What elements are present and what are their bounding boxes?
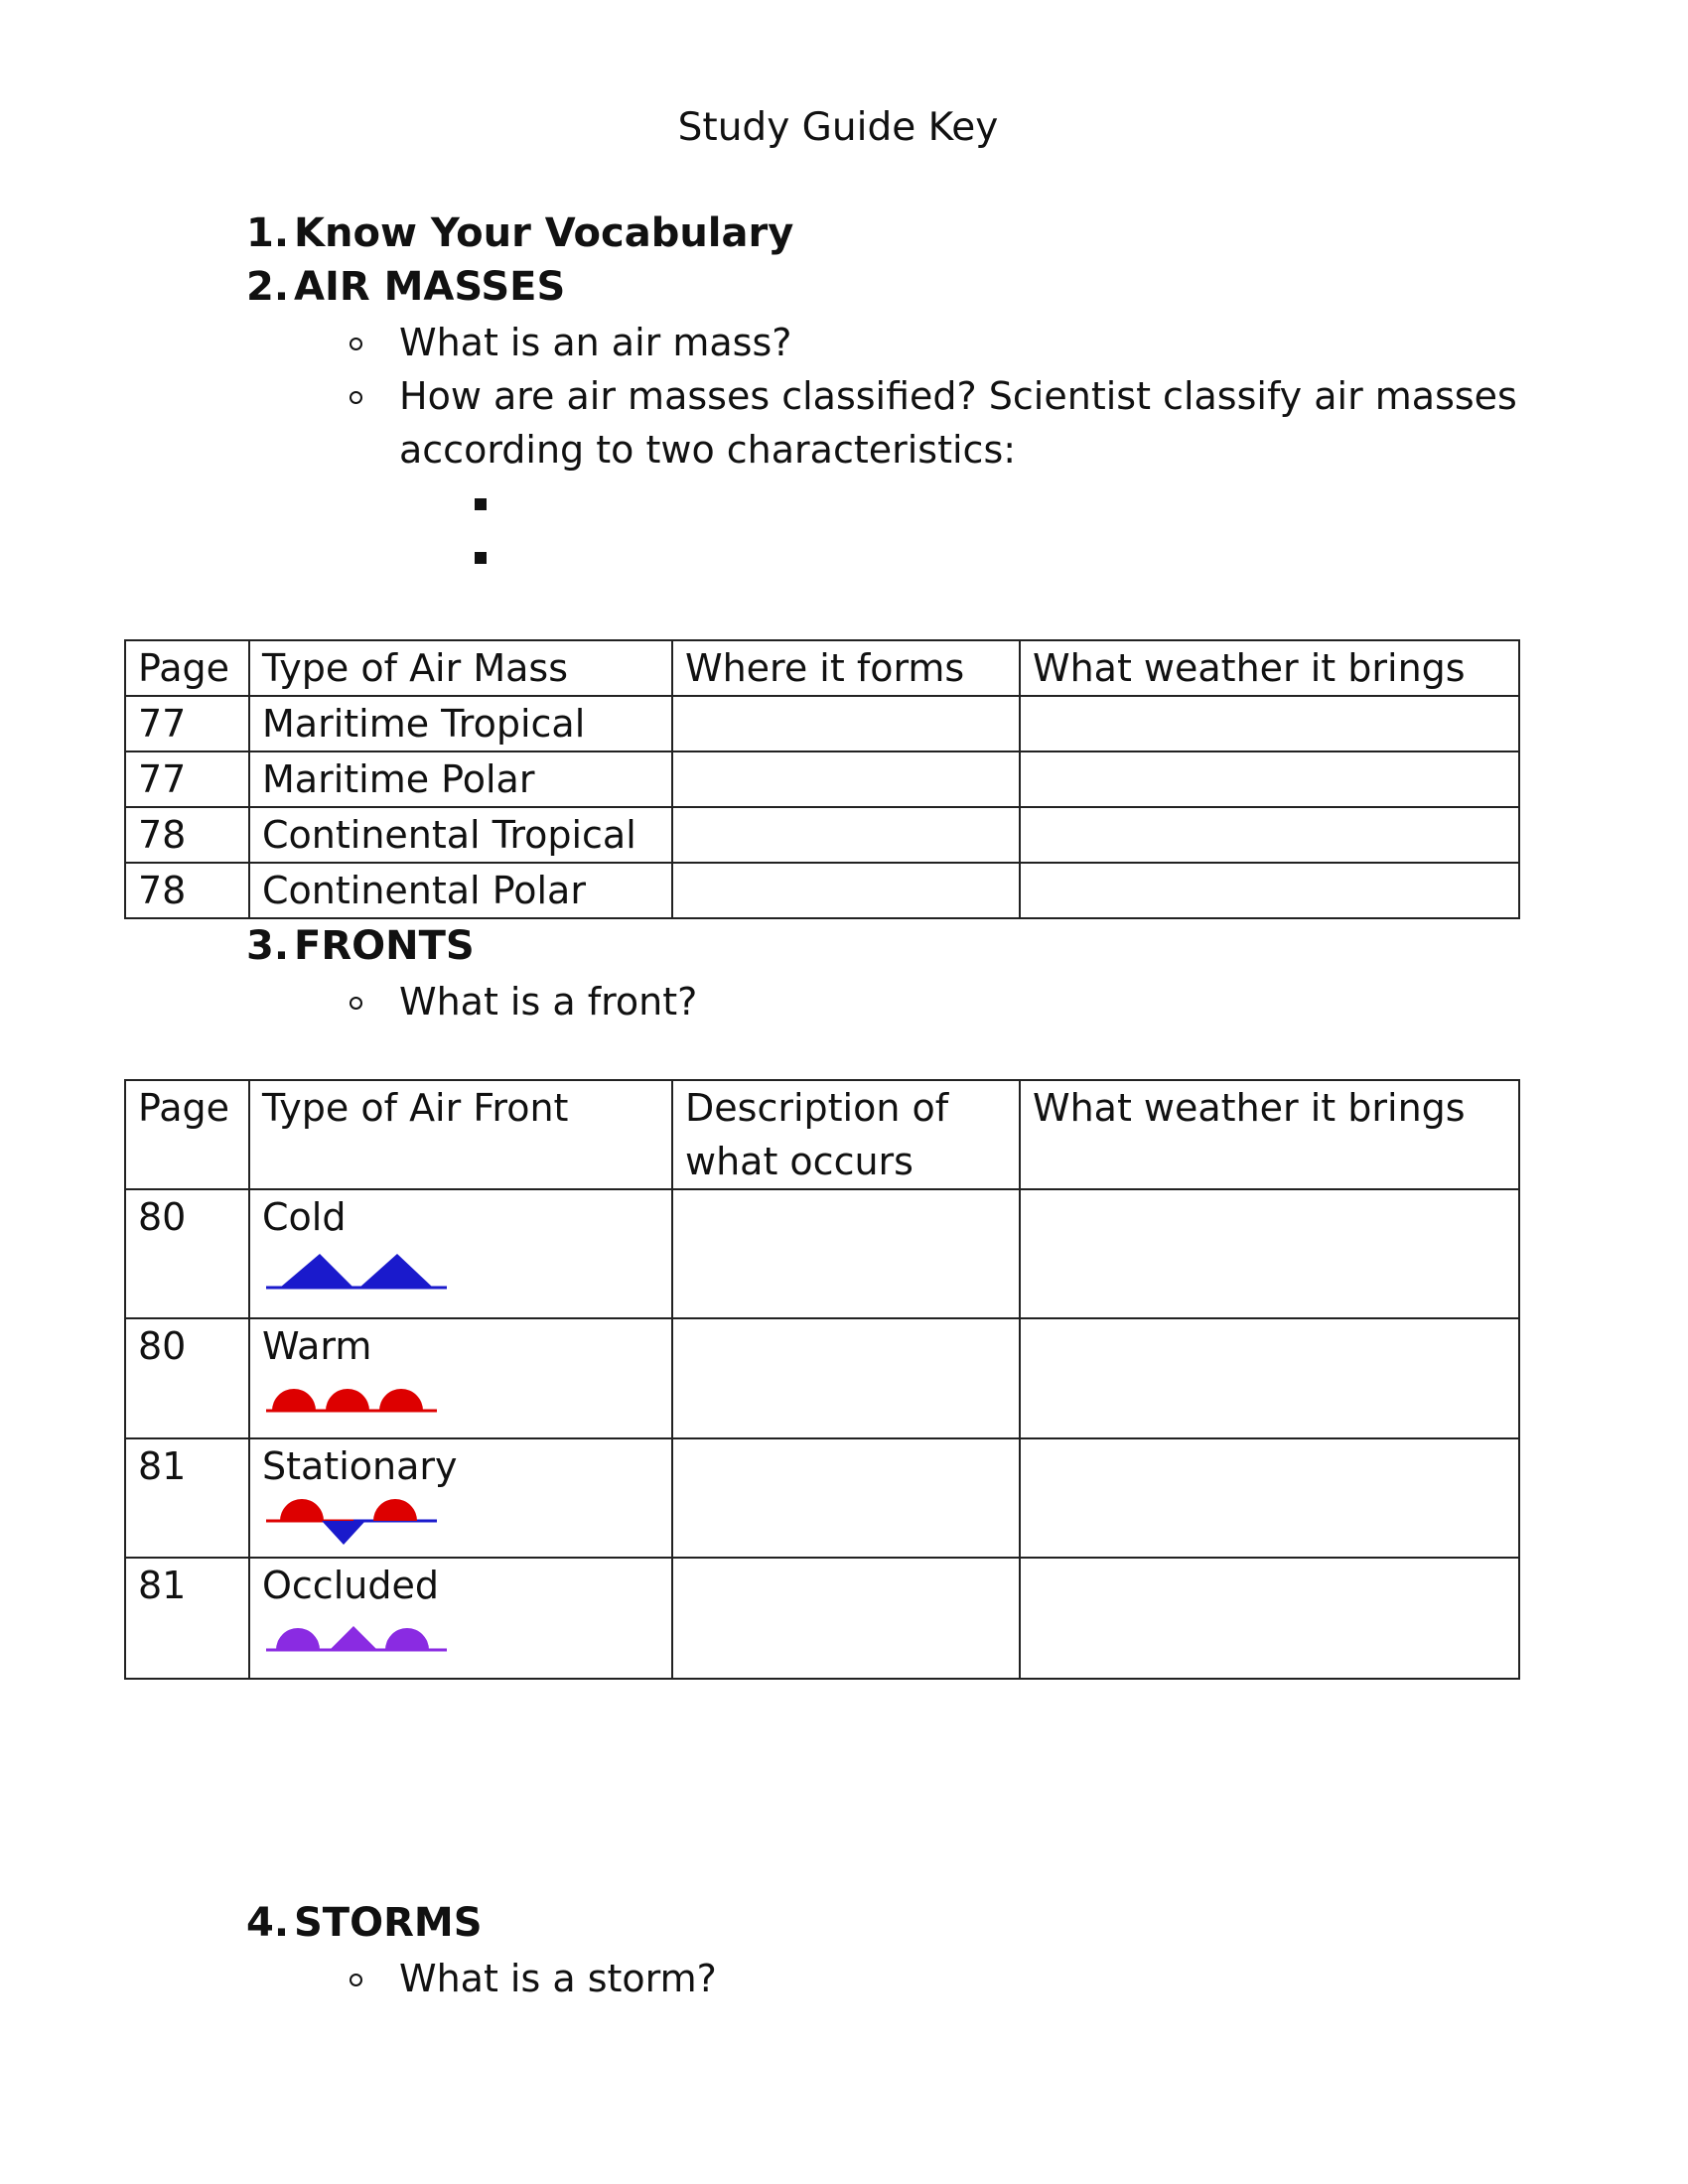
section-3-heading [246, 919, 475, 973]
bullet-circle-icon [350, 338, 362, 350]
page-cell: 81 [125, 1558, 249, 1679]
bullet-square-icon [475, 552, 487, 564]
type-cell [249, 1189, 672, 1318]
header-type-of-air-front: Type of Air Front [249, 1080, 672, 1189]
weather-cell [1020, 751, 1519, 807]
description-cell [672, 1318, 1020, 1438]
weather-cell [1020, 807, 1519, 863]
warm-front-icon [262, 1377, 441, 1417]
question-classification-line-2: according to two characteristics: [399, 428, 1017, 472]
page-cell: 77 [125, 751, 249, 807]
type-cell: Continental Tropical [249, 807, 672, 863]
weather-cell [1020, 1318, 1519, 1438]
question-classification-line-1: How are air masses classified? Scientist classify air masses [399, 374, 1517, 418]
question-storm: What is a storm? [399, 1957, 717, 2000]
weather-cell [1020, 1558, 1519, 1679]
section-4-heading [246, 1896, 483, 1950]
section-1-heading [246, 206, 793, 260]
where-cell [672, 807, 1020, 863]
section-2-heading [246, 260, 565, 314]
front-table [124, 1079, 1520, 1680]
bullet-circle-icon [350, 391, 362, 404]
header-weather: What weather it brings [1020, 640, 1519, 696]
weather-cell [1020, 1189, 1519, 1318]
bullet-circle-icon [350, 1974, 362, 1986]
bullet-square-icon [475, 498, 487, 510]
table-row [125, 1318, 1519, 1438]
weather-cell [1020, 696, 1519, 751]
table-row [125, 1189, 1519, 1318]
stationary-front-icon [262, 1497, 441, 1549]
section-4-title: STORMS [294, 1900, 483, 1946]
header-type-of-air-mass: Type of Air Mass [249, 640, 672, 696]
question-air-mass: What is an air mass? [399, 321, 792, 364]
front-type-label: Cold [262, 1195, 347, 1239]
type-cell [249, 1438, 672, 1558]
table-row [125, 696, 1519, 751]
where-cell [672, 696, 1020, 751]
section-3-number: 3. [246, 923, 290, 969]
page-title [0, 101, 1688, 155]
description-cell [672, 1438, 1020, 1558]
front-type-label: Occluded [262, 1564, 439, 1607]
cold-front-icon [262, 1248, 451, 1292]
table-row [125, 1438, 1519, 1558]
header-weather: What weather it brings [1020, 1080, 1519, 1189]
weather-cell [1020, 863, 1519, 918]
description-cell [672, 1558, 1020, 1679]
section-1-number: 1. [246, 210, 290, 256]
header-where-it-forms: Where it forms [672, 640, 1020, 696]
air-mass-table [124, 639, 1520, 919]
question-front: What is a front? [399, 980, 698, 1024]
table-row [125, 807, 1519, 863]
front-type-label: Stationary [262, 1444, 458, 1488]
occluded-front-icon [262, 1616, 451, 1656]
where-cell [672, 751, 1020, 807]
page-cell: 80 [125, 1189, 249, 1318]
header-page: Page [125, 640, 249, 696]
weather-cell [1020, 1438, 1519, 1558]
table-row [125, 863, 1519, 918]
section-4-number: 4. [246, 1900, 290, 1946]
page-cell: 81 [125, 1438, 249, 1558]
page-cell: 78 [125, 807, 249, 863]
section-2-title: AIR MASSES [294, 264, 566, 310]
section-2-number: 2. [246, 264, 290, 310]
type-cell [249, 1558, 672, 1679]
type-cell: Maritime Polar [249, 751, 672, 807]
page-cell: 77 [125, 696, 249, 751]
type-cell [249, 1318, 672, 1438]
section-3-title: FRONTS [294, 923, 475, 969]
header-description: Description of what occurs [672, 1080, 1020, 1189]
where-cell [672, 863, 1020, 918]
table-row [125, 751, 1519, 807]
bullet-circle-icon [350, 997, 362, 1010]
description-cell [672, 1189, 1020, 1318]
table-row [125, 1558, 1519, 1679]
front-type-label: Warm [262, 1324, 372, 1368]
type-cell: Continental Polar [249, 863, 672, 918]
air-mass-header-row [125, 640, 1519, 696]
type-cell: Maritime Tropical [249, 696, 672, 751]
page-cell: 78 [125, 863, 249, 918]
header-page: Page [125, 1080, 249, 1189]
page-cell: 80 [125, 1318, 249, 1438]
section-1-title: Know Your Vocabulary [294, 210, 794, 256]
front-header-row [125, 1080, 1519, 1189]
page-title-text: Study Guide Key [677, 105, 999, 150]
